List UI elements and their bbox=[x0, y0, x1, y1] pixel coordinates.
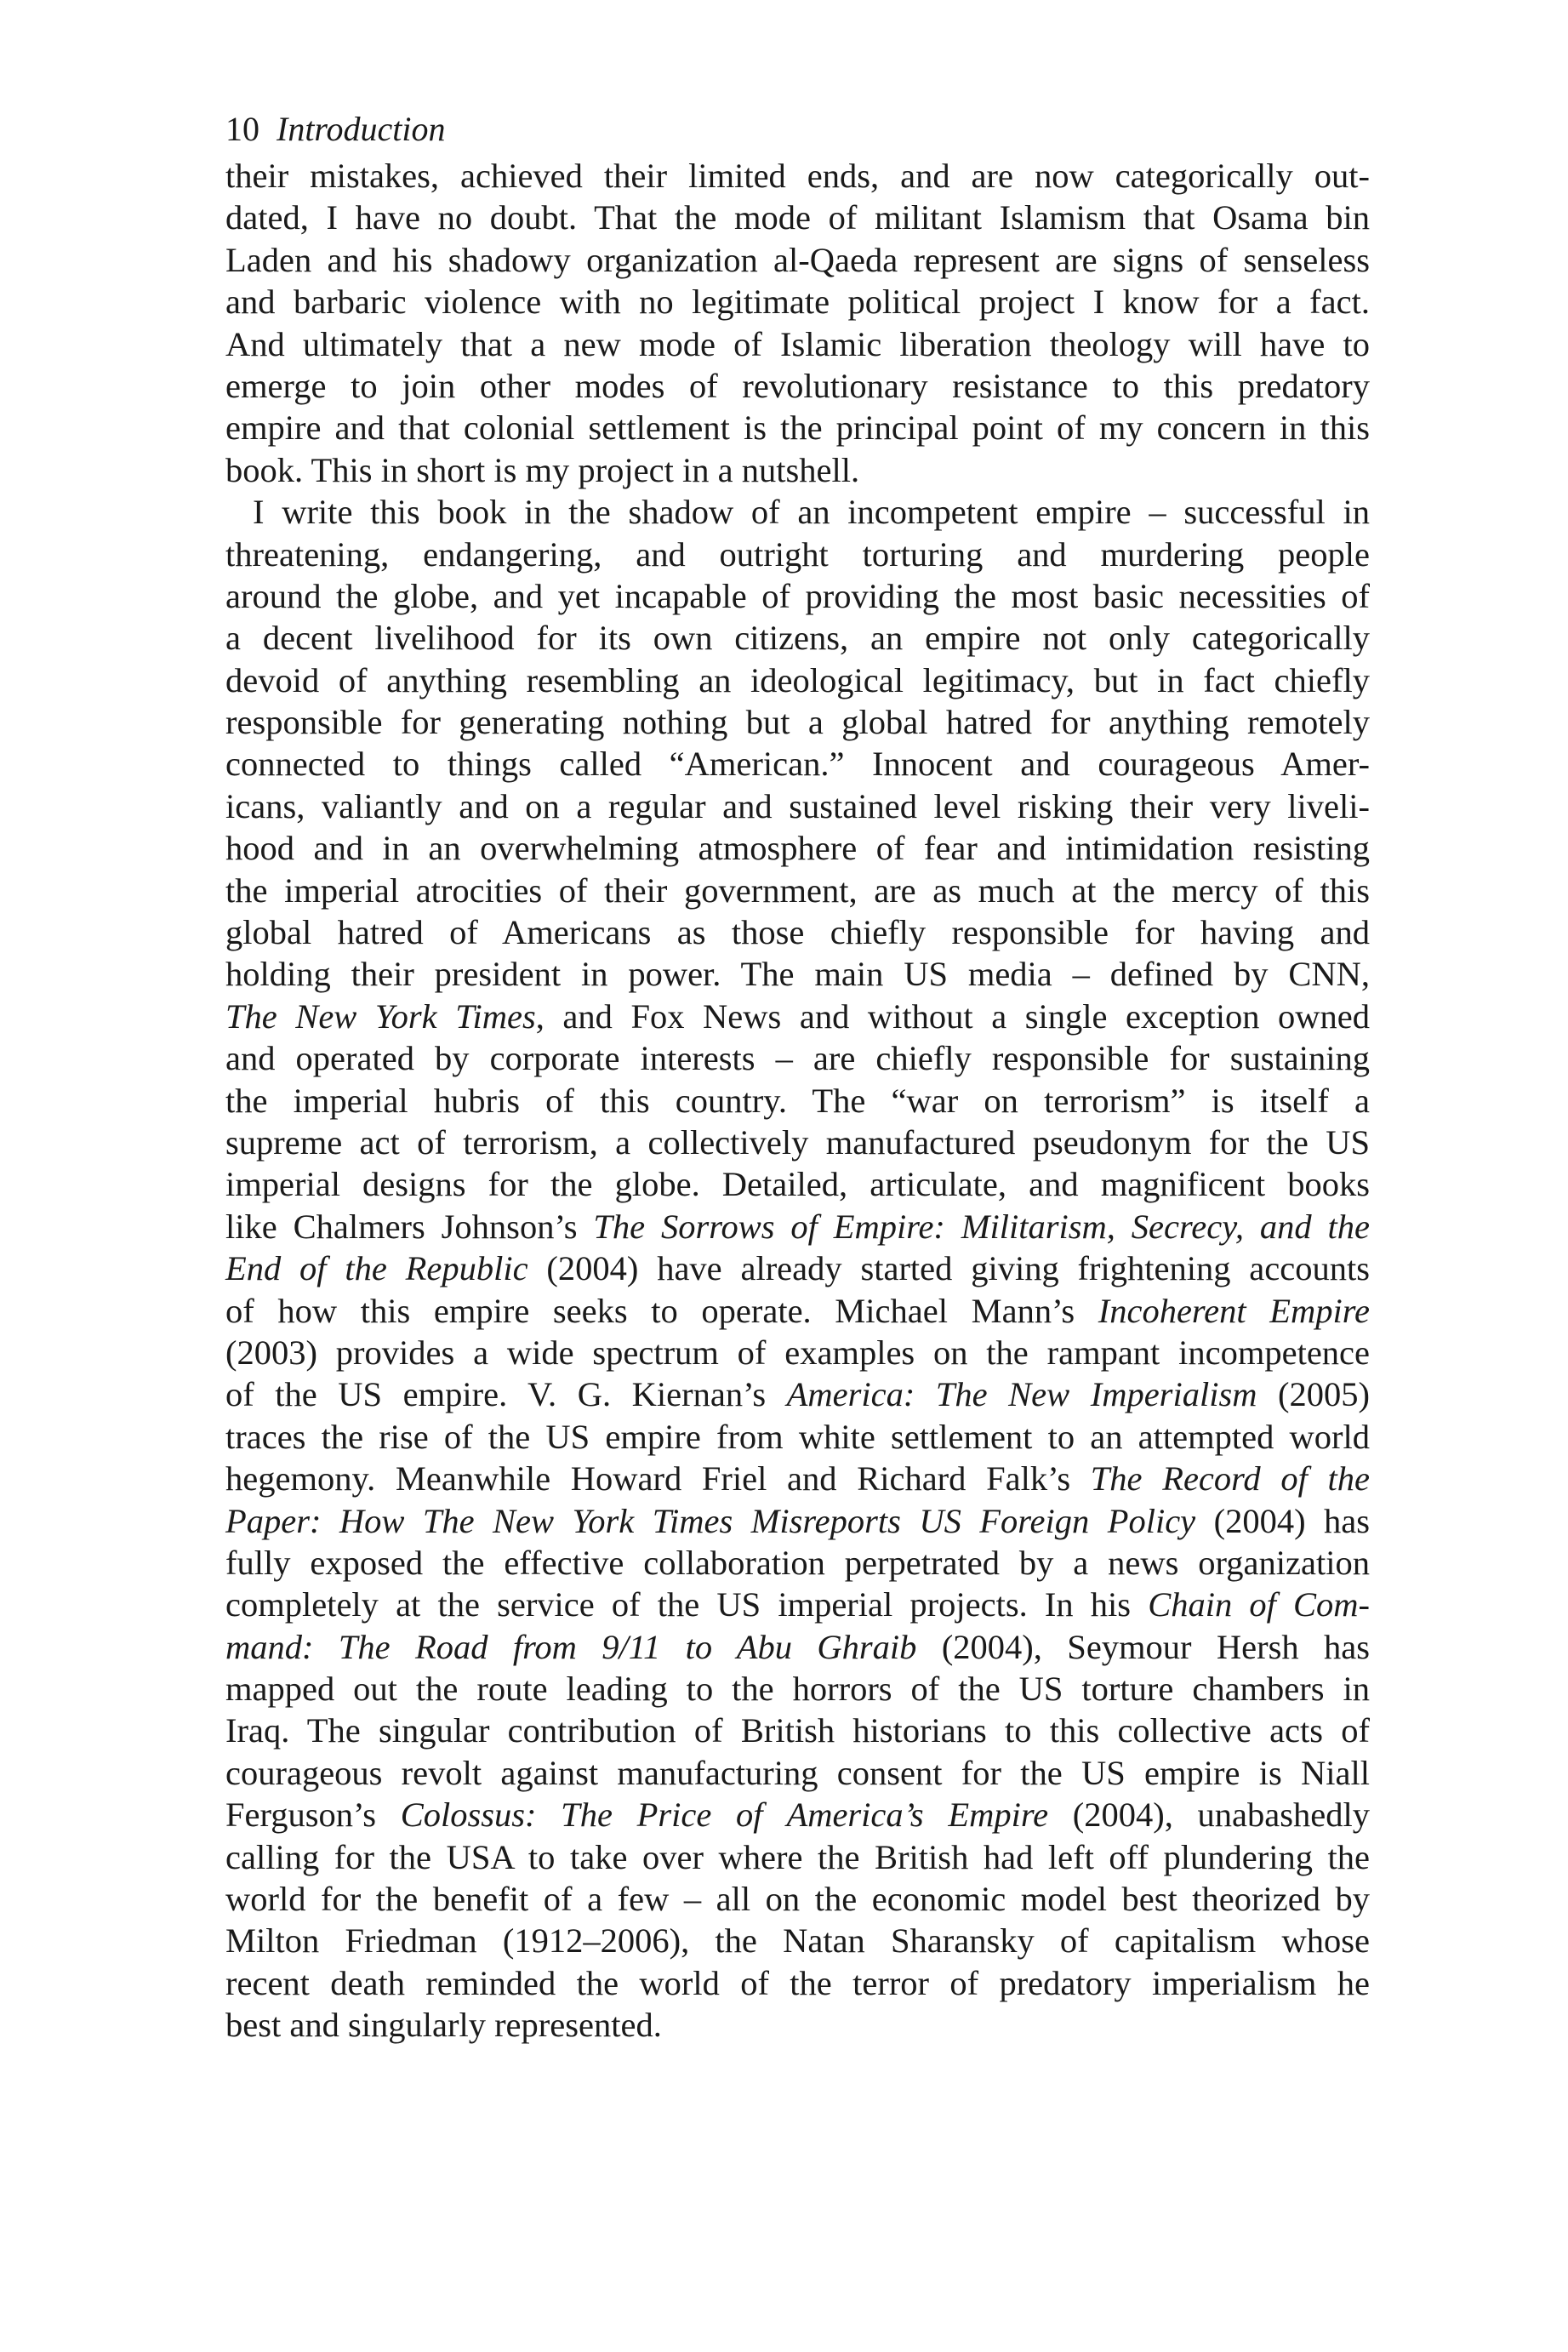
italic-title: The Sorrows of Empire: Militarism, Secrecy, and the bbox=[593, 1207, 1371, 1246]
text-line: around the globe, and yet incapable of providing the most basic necessities of bbox=[225, 576, 1370, 615]
text-line: hood and in an overwhelming atmosphere of fear and intimidation resisting bbox=[225, 829, 1370, 868]
text-line: empire and that colonial settlement is the principal point of my concern in this bbox=[225, 408, 1370, 448]
text-line: emerge to join other modes of revolutionary resistance to this predatory bbox=[225, 366, 1370, 405]
text-line: supreme act of terrorism, a collectively manufactured pseudonym for the US bbox=[225, 1122, 1370, 1162]
text-line: devoid of anything resembling an ideological legitimacy, but in fact chiefly bbox=[225, 660, 1370, 699]
paragraph bbox=[225, 155, 1370, 491]
italic-title: End of the Republic bbox=[225, 1249, 528, 1288]
text-line: best and singularly represented. bbox=[225, 2006, 662, 2045]
text-line: imperial designs for the globe. Detailed, articulate, and magnificent books bbox=[225, 1165, 1370, 1204]
text-line: world for the benefit of a few – all on the economic model best theorized by bbox=[225, 1880, 1370, 1919]
italic-title: The Record of the bbox=[1090, 1459, 1370, 1499]
book-page bbox=[225, 109, 1370, 2047]
italic-title: Chain of Com- bbox=[1148, 1585, 1370, 1624]
text-line: their mistakes, achieved their limited ends, and are now categorically out- bbox=[225, 157, 1370, 195]
text-line: the imperial atrocities of their government, are as much at the mercy of this bbox=[225, 871, 1370, 910]
text-line: Laden and his shadowy organization al-Qaeda represent are signs of senseless bbox=[225, 240, 1370, 279]
text-line: I write this book in the shadow of an incompetent empire – successful in bbox=[253, 493, 1370, 532]
text-line: icans, valiantly and on a regular and sustained level risking their very liveli- bbox=[225, 786, 1370, 825]
text-line: hegemony. Meanwhile Howard Friel and Richard Falk’s The Record of the bbox=[225, 1459, 1370, 1499]
text-line: Iraq. The singular contribution of British historians to this collective acts of bbox=[225, 1711, 1370, 1750]
text-line: Milton Friedman (1912–2006), the Natan Sharansky of capitalism whose bbox=[225, 1921, 1370, 1961]
text-line: fully exposed the effective collaboration perpetrated by a news organization bbox=[225, 1543, 1370, 1582]
page-number: 10 bbox=[225, 110, 259, 148]
text-line: threatening, endangering, and outright torturing and murdering people bbox=[225, 534, 1370, 574]
text-line: and barbaric violence with no legitimate political project I know for a fact. bbox=[225, 283, 1370, 322]
text-line: courageous revolt against manufacturing consent for the US empire is Niall bbox=[225, 1753, 1370, 1792]
italic-title: The New York Times bbox=[225, 996, 536, 1036]
body-text bbox=[225, 155, 1370, 2047]
text-line: holding their president in power. The main US media – defined by CNN, bbox=[225, 955, 1370, 994]
text-line: (2003) provides a wide spectrum of examples on the rampant incompetence bbox=[225, 1333, 1370, 1372]
text-line: recent death reminded the world of the terror of predatory imperialism he bbox=[225, 1963, 1370, 2002]
italic-title: mand: The Road from 9/11 to Abu Ghraib bbox=[225, 1627, 917, 1666]
text-line: And ultimately that a new mode of Islamic liberation theology will have to bbox=[225, 324, 1370, 363]
text-line: mapped out the route leading to the horrors of the US torture chambers in bbox=[225, 1670, 1370, 1709]
text-line: Ferguson’s Colossus: The Price of America’s Empire (2004), unabashedly bbox=[225, 1795, 1370, 1835]
text-line: End of the Republic (2004) have already started giving frightening accounts bbox=[225, 1249, 1370, 1288]
text-line: Paper: How The New York Times Misreports US Foreign Policy (2004) has bbox=[225, 1501, 1370, 1540]
paragraph bbox=[225, 491, 1370, 2046]
italic-title: Incoherent Empire bbox=[1098, 1291, 1371, 1330]
text-line: The New York Times, and Fox News and without a single exception owned bbox=[225, 996, 1370, 1036]
italic-title: Colossus: The Price of America’s Empire bbox=[400, 1795, 1049, 1835]
text-line: of how this empire seeks to operate. Michael Mann’s Incoherent Empire bbox=[225, 1291, 1371, 1330]
text-line: the imperial hubris of this country. The “war on terrorism” is itself a bbox=[225, 1081, 1370, 1120]
running-head bbox=[225, 109, 1370, 153]
running-head-title: Introduction bbox=[277, 110, 446, 148]
text-line: connected to things called “American.” Innocent and courageous Amer- bbox=[225, 745, 1370, 784]
text-line: responsible for generating nothing but a global hatred for anything remotely bbox=[225, 703, 1370, 742]
text-line: mand: The Road from 9/11 to Abu Ghraib (2004), Seymour Hersh has bbox=[225, 1627, 1371, 1666]
text-line: calling for the USA to take over where the British had left off plundering the bbox=[225, 1837, 1370, 1876]
italic-title: America: The New Imperialism bbox=[786, 1375, 1257, 1414]
text-line: book. This in short is my project in a nutshell. bbox=[225, 450, 860, 489]
text-line: of the US empire. V. G. Kiernan’s America: The New Imperialism (2005) bbox=[225, 1375, 1370, 1414]
text-line: and operated by corporate interests – are chiefly responsible for sustaining bbox=[225, 1039, 1370, 1078]
text-line: traces the rise of the US empire from white settlement to an attempted world bbox=[225, 1417, 1370, 1456]
text-line: a decent livelihood for its own citizens, an empire not only categorically bbox=[225, 619, 1370, 658]
italic-title: Paper: How The New York Times Misreports US Foreign Policy bbox=[225, 1501, 1196, 1540]
text-line: completely at the service of the US imperial projects. In his Chain of Com- bbox=[225, 1585, 1370, 1624]
text-line: global hatred of Americans as those chiefly responsible for having and bbox=[225, 913, 1370, 952]
text-line: dated, I have no doubt. That the mode of militant Islamism that Osama bin bbox=[225, 198, 1370, 237]
text-line: like Chalmers Johnson’s The Sorrows of Empire: Militarism, Secrecy, and the bbox=[225, 1207, 1371, 1246]
